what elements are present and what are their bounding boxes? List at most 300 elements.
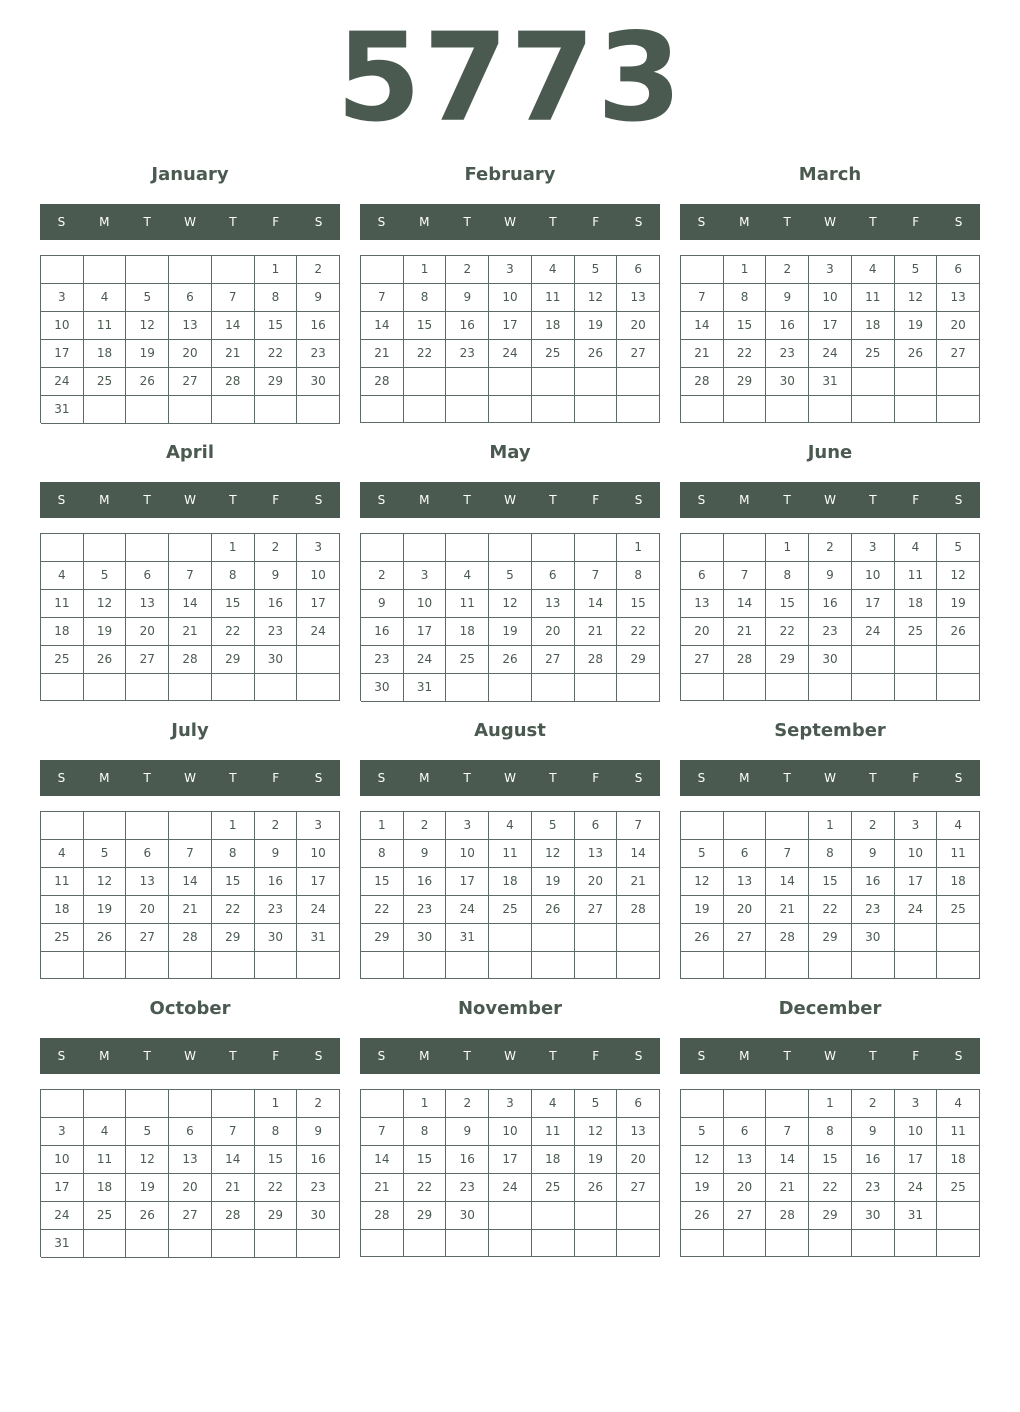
day-cell: 6 xyxy=(937,256,980,284)
weekday-label: F xyxy=(912,215,920,229)
day-cell: 14 xyxy=(681,312,724,340)
empty-cell xyxy=(169,1090,212,1118)
weekday-header xyxy=(360,1038,660,1074)
empty-cell xyxy=(852,646,895,674)
day-cell: 3 xyxy=(297,534,340,562)
day-cell: 17 xyxy=(895,868,938,896)
day-cell: 9 xyxy=(255,840,298,868)
weekday-label: F xyxy=(592,215,600,229)
weekday-label: S xyxy=(57,493,66,507)
day-cell: 17 xyxy=(404,618,447,646)
day-cell: 7 xyxy=(212,284,255,312)
day-cell: 1 xyxy=(404,1090,447,1118)
day-cell: 30 xyxy=(361,674,404,702)
empty-cell xyxy=(575,924,618,952)
weekday-label: T xyxy=(463,493,471,507)
day-cell: 1 xyxy=(809,1090,852,1118)
day-cell: 14 xyxy=(169,868,212,896)
day-grid xyxy=(680,811,980,979)
day-cell: 1 xyxy=(255,256,298,284)
day-cell: 17 xyxy=(852,590,895,618)
day-cell: 3 xyxy=(297,812,340,840)
day-cell: 8 xyxy=(212,562,255,590)
day-cell: 12 xyxy=(532,840,575,868)
weekday-label: S xyxy=(57,1049,66,1063)
day-cell: 24 xyxy=(895,896,938,924)
weekday-label: S xyxy=(377,771,386,785)
month-name: October xyxy=(149,998,231,1019)
empty-cell xyxy=(575,368,618,396)
day-cell: 15 xyxy=(361,868,404,896)
month-october xyxy=(40,994,340,1264)
weekday-header xyxy=(680,204,980,240)
weekday-label: W xyxy=(184,215,196,229)
day-cell: 12 xyxy=(126,1146,169,1174)
day-cell: 1 xyxy=(724,256,767,284)
day-cell: 15 xyxy=(212,590,255,618)
day-cell: 9 xyxy=(766,284,809,312)
weekday-label: T xyxy=(143,215,151,229)
day-cell: 16 xyxy=(255,868,298,896)
day-cell: 6 xyxy=(724,1118,767,1146)
weekday-label: W xyxy=(824,215,836,229)
day-cell: 8 xyxy=(809,840,852,868)
month-november xyxy=(360,994,660,1264)
day-cell: 27 xyxy=(169,368,212,396)
empty-cell xyxy=(446,952,489,979)
day-cell: 17 xyxy=(41,1174,84,1202)
day-cell: 13 xyxy=(617,284,660,312)
weekday-label: T xyxy=(463,215,471,229)
empty-cell xyxy=(404,1230,447,1257)
day-cell: 18 xyxy=(84,1174,127,1202)
weekday-label: S xyxy=(954,1049,963,1063)
day-cell: 30 xyxy=(297,368,340,396)
day-cell: 25 xyxy=(852,340,895,368)
day-cell: 25 xyxy=(895,618,938,646)
day-cell: 19 xyxy=(681,896,724,924)
day-cell: 30 xyxy=(404,924,447,952)
day-cell: 18 xyxy=(532,312,575,340)
empty-cell xyxy=(895,674,938,701)
empty-cell xyxy=(212,396,255,424)
day-cell: 30 xyxy=(809,646,852,674)
day-cell: 24 xyxy=(895,1174,938,1202)
weekday-label: T xyxy=(143,771,151,785)
day-cell: 4 xyxy=(532,1090,575,1118)
weekday-header xyxy=(680,1038,980,1074)
day-cell: 14 xyxy=(617,840,660,868)
day-cell: 30 xyxy=(852,924,895,952)
month-july xyxy=(40,716,340,986)
day-cell: 17 xyxy=(489,1146,532,1174)
day-cell: 6 xyxy=(126,840,169,868)
day-cell: 18 xyxy=(937,1146,980,1174)
empty-cell xyxy=(255,952,298,979)
day-cell: 22 xyxy=(404,1174,447,1202)
day-cell: 11 xyxy=(895,562,938,590)
empty-cell xyxy=(489,952,532,979)
day-cell: 22 xyxy=(361,896,404,924)
day-cell: 15 xyxy=(404,1146,447,1174)
day-cell: 19 xyxy=(84,618,127,646)
empty-cell xyxy=(84,256,127,284)
day-cell: 17 xyxy=(297,590,340,618)
empty-cell xyxy=(126,396,169,424)
day-cell: 23 xyxy=(766,340,809,368)
empty-cell xyxy=(766,1230,809,1257)
empty-cell xyxy=(532,952,575,979)
weekday-label: T xyxy=(143,493,151,507)
day-cell: 30 xyxy=(446,1202,489,1230)
weekday-label: M xyxy=(99,493,110,507)
empty-cell xyxy=(532,368,575,396)
day-cell: 5 xyxy=(84,562,127,590)
empty-cell xyxy=(446,368,489,396)
day-cell: 11 xyxy=(489,840,532,868)
day-cell: 19 xyxy=(489,618,532,646)
day-cell: 18 xyxy=(41,618,84,646)
day-cell: 4 xyxy=(84,1118,127,1146)
day-cell: 19 xyxy=(895,312,938,340)
empty-cell xyxy=(297,952,340,979)
day-cell: 9 xyxy=(446,1118,489,1146)
day-cell: 16 xyxy=(297,1146,340,1174)
empty-cell xyxy=(575,952,618,979)
weekday-label: F xyxy=(272,215,280,229)
empty-cell xyxy=(297,646,340,674)
day-cell: 9 xyxy=(852,840,895,868)
day-cell: 22 xyxy=(255,1174,298,1202)
empty-cell xyxy=(681,534,724,562)
month-name: February xyxy=(464,164,556,185)
month-name: July xyxy=(171,720,209,741)
day-cell: 27 xyxy=(126,646,169,674)
month-february xyxy=(360,160,660,430)
empty-cell xyxy=(297,674,340,701)
weekday-label: W xyxy=(824,493,836,507)
day-cell: 24 xyxy=(489,1174,532,1202)
day-cell: 8 xyxy=(212,840,255,868)
day-grid xyxy=(680,1089,980,1257)
day-cell: 20 xyxy=(532,618,575,646)
empty-cell xyxy=(404,534,447,562)
day-cell: 11 xyxy=(84,1146,127,1174)
day-cell: 28 xyxy=(766,924,809,952)
day-cell: 20 xyxy=(126,618,169,646)
day-cell: 21 xyxy=(212,340,255,368)
day-cell: 10 xyxy=(446,840,489,868)
empty-cell xyxy=(169,674,212,701)
day-cell: 2 xyxy=(809,534,852,562)
day-grid xyxy=(40,533,340,701)
day-cell: 29 xyxy=(212,646,255,674)
day-cell: 16 xyxy=(446,312,489,340)
day-cell: 2 xyxy=(404,812,447,840)
day-cell: 29 xyxy=(809,1202,852,1230)
empty-cell xyxy=(255,1230,298,1258)
day-cell: 13 xyxy=(169,1146,212,1174)
weekday-header xyxy=(360,204,660,240)
day-cell: 31 xyxy=(297,924,340,952)
day-cell: 24 xyxy=(297,618,340,646)
day-cell: 26 xyxy=(575,340,618,368)
weekday-label: F xyxy=(592,771,600,785)
day-cell: 29 xyxy=(212,924,255,952)
day-cell: 29 xyxy=(617,646,660,674)
empty-cell xyxy=(766,1090,809,1118)
day-cell: 28 xyxy=(212,368,255,396)
empty-cell xyxy=(489,396,532,423)
day-cell: 2 xyxy=(361,562,404,590)
day-cell: 29 xyxy=(361,924,404,952)
empty-cell xyxy=(361,256,404,284)
day-cell: 3 xyxy=(404,562,447,590)
day-cell: 7 xyxy=(766,840,809,868)
day-cell: 27 xyxy=(681,646,724,674)
weekday-label: S xyxy=(634,493,643,507)
empty-cell xyxy=(126,1090,169,1118)
day-cell: 29 xyxy=(255,368,298,396)
day-cell: 8 xyxy=(617,562,660,590)
day-cell: 25 xyxy=(446,646,489,674)
day-cell: 2 xyxy=(766,256,809,284)
weekday-label: S xyxy=(697,771,706,785)
day-cell: 17 xyxy=(446,868,489,896)
empty-cell xyxy=(212,256,255,284)
weekday-label: M xyxy=(739,493,750,507)
empty-cell xyxy=(212,1090,255,1118)
day-cell: 26 xyxy=(895,340,938,368)
empty-cell xyxy=(809,952,852,979)
day-cell: 25 xyxy=(41,924,84,952)
empty-cell xyxy=(297,396,340,424)
day-cell: 9 xyxy=(361,590,404,618)
weekday-header xyxy=(40,482,340,518)
empty-cell xyxy=(681,1230,724,1257)
empty-cell xyxy=(41,1090,84,1118)
day-cell: 4 xyxy=(84,284,127,312)
day-cell: 13 xyxy=(937,284,980,312)
weekday-label: T xyxy=(869,1049,877,1063)
day-grid xyxy=(40,811,340,979)
weekday-label: T xyxy=(463,1049,471,1063)
weekday-label: W xyxy=(824,1049,836,1063)
empty-cell xyxy=(724,1230,767,1257)
day-cell: 27 xyxy=(532,646,575,674)
day-cell: 7 xyxy=(575,562,618,590)
weekday-label: S xyxy=(634,1049,643,1063)
empty-cell xyxy=(852,674,895,701)
weekday-label: W xyxy=(184,771,196,785)
empty-cell xyxy=(937,1230,980,1257)
day-grid xyxy=(680,533,980,701)
day-cell: 18 xyxy=(852,312,895,340)
day-cell: 15 xyxy=(809,1146,852,1174)
day-cell: 24 xyxy=(809,340,852,368)
weekday-label: T xyxy=(229,771,237,785)
weekday-label: T xyxy=(549,493,557,507)
day-cell: 20 xyxy=(575,868,618,896)
day-cell: 10 xyxy=(489,284,532,312)
day-cell: 20 xyxy=(724,896,767,924)
day-cell: 22 xyxy=(617,618,660,646)
weekday-label: S xyxy=(57,771,66,785)
empty-cell xyxy=(212,1230,255,1258)
day-cell: 15 xyxy=(255,312,298,340)
month-name: April xyxy=(165,442,215,463)
day-cell: 13 xyxy=(126,868,169,896)
empty-cell xyxy=(361,1090,404,1118)
day-cell: 1 xyxy=(212,812,255,840)
weekday-label: F xyxy=(272,493,280,507)
day-cell: 24 xyxy=(852,618,895,646)
day-cell: 20 xyxy=(937,312,980,340)
day-cell: 12 xyxy=(575,284,618,312)
day-cell: 26 xyxy=(681,924,724,952)
day-cell: 28 xyxy=(766,1202,809,1230)
day-cell: 4 xyxy=(446,562,489,590)
weekday-label: S xyxy=(314,215,323,229)
day-cell: 10 xyxy=(895,840,938,868)
day-cell: 6 xyxy=(724,840,767,868)
day-cell: 30 xyxy=(766,368,809,396)
day-cell: 22 xyxy=(212,896,255,924)
empty-cell xyxy=(575,674,618,702)
empty-cell xyxy=(212,674,255,701)
day-cell: 4 xyxy=(937,1090,980,1118)
day-cell: 12 xyxy=(575,1118,618,1146)
empty-cell xyxy=(766,674,809,701)
day-cell: 3 xyxy=(489,256,532,284)
weekday-label: S xyxy=(377,215,386,229)
empty-cell xyxy=(212,952,255,979)
day-cell: 5 xyxy=(681,1118,724,1146)
empty-cell xyxy=(937,952,980,979)
day-cell: 17 xyxy=(41,340,84,368)
day-cell: 2 xyxy=(852,812,895,840)
day-cell: 15 xyxy=(724,312,767,340)
day-cell: 16 xyxy=(404,868,447,896)
day-cell: 27 xyxy=(575,896,618,924)
day-cell: 4 xyxy=(852,256,895,284)
day-cell: 16 xyxy=(361,618,404,646)
empty-cell xyxy=(895,646,938,674)
empty-cell xyxy=(766,396,809,423)
empty-cell xyxy=(724,812,767,840)
day-cell: 3 xyxy=(852,534,895,562)
day-cell: 5 xyxy=(681,840,724,868)
day-cell: 15 xyxy=(212,868,255,896)
day-cell: 30 xyxy=(255,924,298,952)
day-cell: 10 xyxy=(852,562,895,590)
day-cell: 22 xyxy=(255,340,298,368)
empty-cell xyxy=(852,396,895,423)
weekday-label: T xyxy=(869,493,877,507)
day-cell: 28 xyxy=(212,1202,255,1230)
empty-cell xyxy=(41,674,84,701)
weekday-label: T xyxy=(783,1049,791,1063)
empty-cell xyxy=(41,952,84,979)
day-cell: 2 xyxy=(297,1090,340,1118)
day-cell: 1 xyxy=(766,534,809,562)
weekday-label: W xyxy=(504,215,516,229)
empty-cell xyxy=(446,396,489,423)
day-cell: 29 xyxy=(766,646,809,674)
day-cell: 27 xyxy=(617,340,660,368)
empty-cell xyxy=(809,1230,852,1257)
day-cell: 27 xyxy=(126,924,169,952)
day-cell: 14 xyxy=(169,590,212,618)
day-cell: 7 xyxy=(766,1118,809,1146)
month-december xyxy=(680,994,980,1264)
empty-cell xyxy=(852,368,895,396)
day-cell: 26 xyxy=(489,646,532,674)
weekday-label: M xyxy=(739,1049,750,1063)
day-cell: 10 xyxy=(41,312,84,340)
empty-cell xyxy=(84,396,127,424)
day-cell: 13 xyxy=(724,868,767,896)
empty-cell xyxy=(681,812,724,840)
day-cell: 21 xyxy=(766,896,809,924)
day-cell: 25 xyxy=(84,1202,127,1230)
day-cell: 10 xyxy=(41,1146,84,1174)
weekday-label: M xyxy=(419,215,430,229)
day-cell: 23 xyxy=(809,618,852,646)
empty-cell xyxy=(937,924,980,952)
day-cell: 8 xyxy=(809,1118,852,1146)
day-cell: 8 xyxy=(255,1118,298,1146)
day-cell: 24 xyxy=(446,896,489,924)
day-cell: 6 xyxy=(575,812,618,840)
day-cell: 29 xyxy=(255,1202,298,1230)
day-cell: 31 xyxy=(446,924,489,952)
empty-cell xyxy=(297,1230,340,1258)
empty-cell xyxy=(532,674,575,702)
day-cell: 20 xyxy=(126,896,169,924)
day-cell: 26 xyxy=(681,1202,724,1230)
day-grid xyxy=(360,811,660,979)
empty-cell xyxy=(126,674,169,701)
day-cell: 22 xyxy=(404,340,447,368)
empty-cell xyxy=(169,1230,212,1258)
empty-cell xyxy=(361,396,404,423)
empty-cell xyxy=(532,534,575,562)
day-cell: 13 xyxy=(575,840,618,868)
day-cell: 12 xyxy=(937,562,980,590)
day-cell: 7 xyxy=(169,562,212,590)
day-cell: 5 xyxy=(126,1118,169,1146)
day-cell: 11 xyxy=(532,1118,575,1146)
day-cell: 24 xyxy=(297,896,340,924)
weekday-label: S xyxy=(954,215,963,229)
day-cell: 13 xyxy=(617,1118,660,1146)
day-cell: 24 xyxy=(404,646,447,674)
day-cell: 4 xyxy=(489,812,532,840)
day-cell: 27 xyxy=(937,340,980,368)
empty-cell xyxy=(895,1230,938,1257)
day-cell: 20 xyxy=(617,312,660,340)
weekday-label: M xyxy=(419,493,430,507)
empty-cell xyxy=(617,952,660,979)
empty-cell xyxy=(895,396,938,423)
day-cell: 1 xyxy=(255,1090,298,1118)
day-cell: 18 xyxy=(41,896,84,924)
empty-cell xyxy=(126,256,169,284)
day-cell: 14 xyxy=(766,868,809,896)
day-cell: 15 xyxy=(255,1146,298,1174)
empty-cell xyxy=(617,1202,660,1230)
